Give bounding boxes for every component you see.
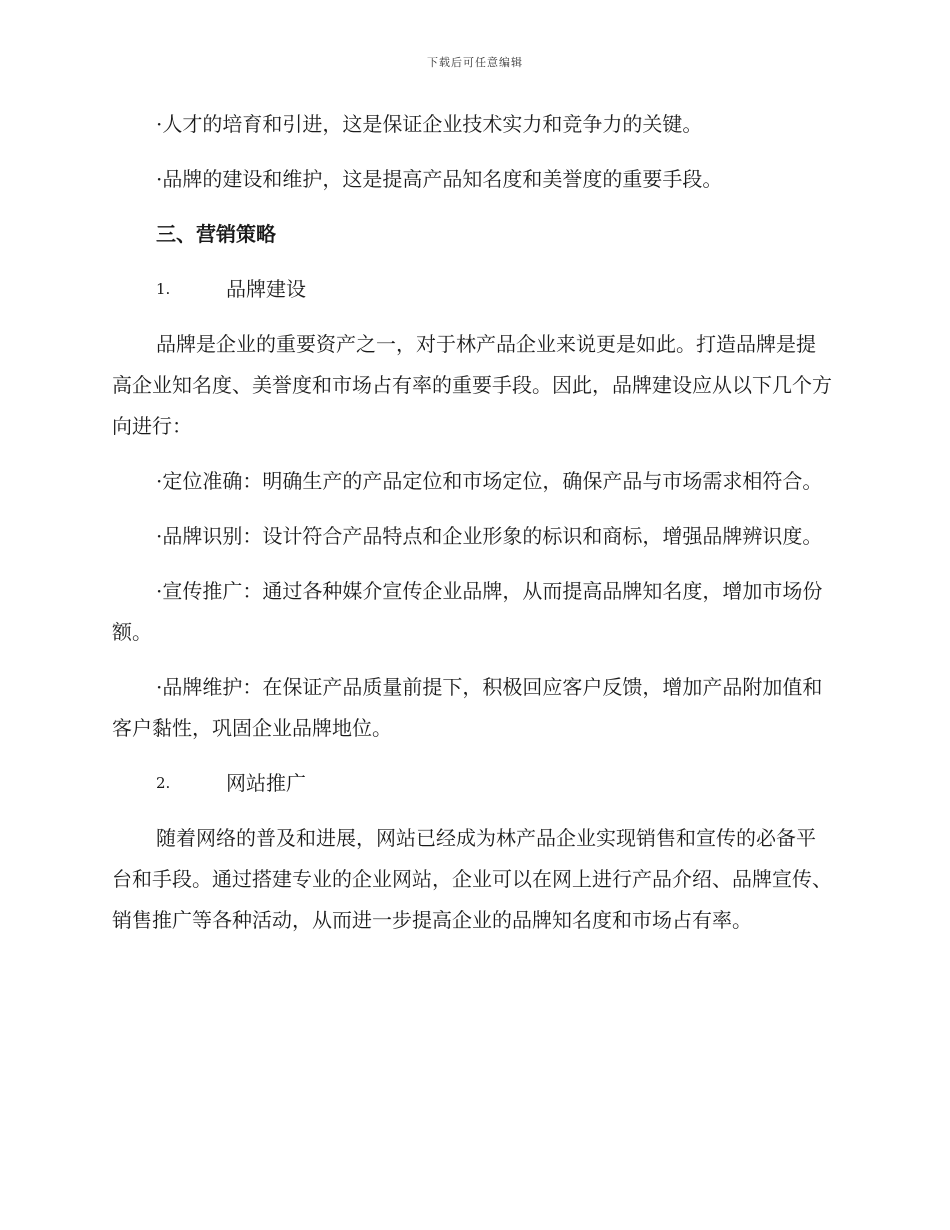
bullet-positioning: ·定位准确：明确生产的产品定位和市场定位，确保产品与市场需求相符合。 — [156, 469, 823, 493]
paragraph-website: 随着网络的普及和进展，网站已经成为林产品企业实现销售和宣传的必备平台和手段。通过搭建专业的企业网站，企业可以在网上进行产品介绍、品牌宣传、销售推广等各种活动，从而进一步提高企业的品牌知名度和市场占有率。 — [112, 826, 832, 932]
section-heading-marketing: 三、营销策略 — [156, 222, 276, 246]
numbered-heading-brand — [112, 269, 832, 310]
item-title: 网站推广 — [226, 771, 306, 795]
bullet-talent: ·人才的培育和引进，这是保证企业技术实力和竞争力的关键。 — [156, 112, 703, 136]
item-number: 2. — [156, 774, 171, 792]
paragraph-brand-intro: 品牌是企业的重要资产之一，对于林产品企业来说更是如此。打造品牌是提高企业知名度、美誉度和市场占有率的重要手段。因此，品牌建设应从以下几个方向进行： — [112, 332, 832, 438]
document-body — [112, 104, 832, 941]
bullet-brand-upkeep: ·品牌维护：在保证产品质量前提下，积极回应客户反馈，增加产品附加值和客户黏性，巩固企业品牌地位。 — [112, 675, 823, 740]
item-number: 1. — [156, 280, 171, 298]
item-title: 品牌建设 — [226, 277, 306, 301]
numbered-heading-website — [112, 763, 832, 804]
bullet-brand-maintenance: ·品牌的建设和维护，这是提高产品知名度和美誉度的重要手段。 — [156, 167, 723, 191]
page-header: 下载后可任意编辑 — [427, 56, 523, 69]
bullet-brand-identity: ·品牌识别：设计符合产品特点和企业形象的标识和商标，增强品牌辨识度。 — [156, 524, 823, 548]
bullet-promotion: ·宣传推广：通过各种媒介宣传企业品牌，从而提高品牌知名度，增加市场份额。 — [112, 579, 823, 644]
